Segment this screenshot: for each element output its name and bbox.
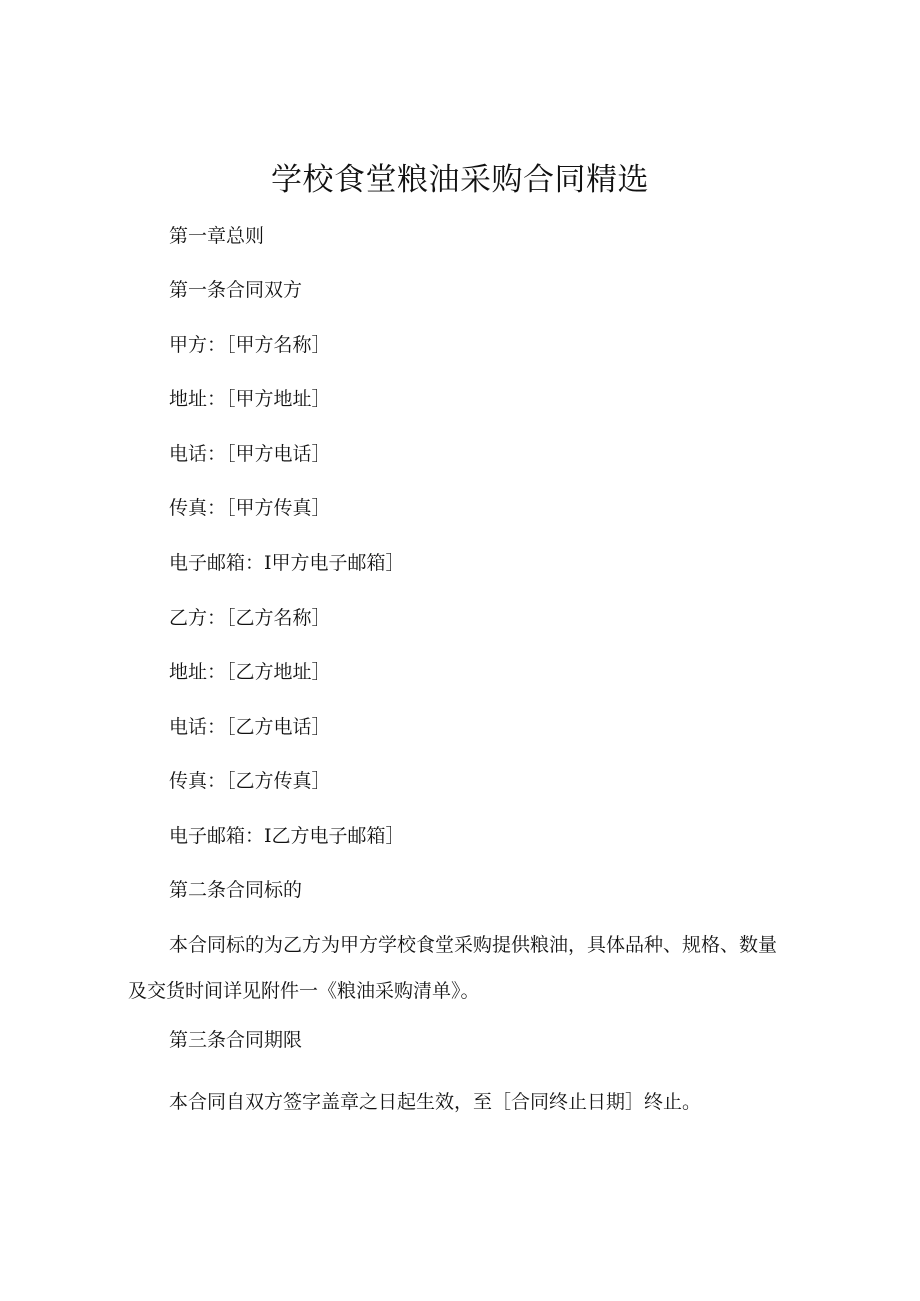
chapter-heading: 第一章总则 (169, 225, 265, 247)
party-a-phone: 电话：［甲方电话］ (169, 443, 331, 465)
party-b-name: 乙方：［乙方名称］ (169, 607, 331, 629)
article-body: 本合同标的为乙方为甲方学校食堂采购提供粮油，具体品种、规格、数量及交货时间详见附件一《粮油采购清单》。 (128, 934, 778, 1002)
party-a-email: 电子邮箱：I甲方电子邮箱］ (169, 552, 405, 574)
party-a-address: 地址：［甲方地址］ (169, 388, 331, 410)
article-heading: 第一条合同双方 (169, 279, 303, 301)
party-b-fax: 传真：［乙方传真］ (169, 770, 331, 792)
party-a-fax: 传真：［甲方传真］ (169, 497, 331, 519)
document-title: 学校食堂粮油采购合同精选 (271, 162, 649, 198)
party-a-name: 甲方：［甲方名称］ (169, 334, 331, 356)
article-heading: 第三条合同期限 (169, 1029, 303, 1051)
party-b-email: 电子邮箱：I乙方电子邮箱］ (169, 825, 405, 847)
article-heading: 第二条合同标的 (169, 879, 303, 901)
article-body: 本合同自双方签字盖章之日起生效，至［合同终止日期］终止。 (169, 1091, 702, 1113)
party-b-address: 地址：［乙方地址］ (169, 661, 331, 683)
party-b-phone: 电话：［乙方电话］ (169, 716, 331, 738)
